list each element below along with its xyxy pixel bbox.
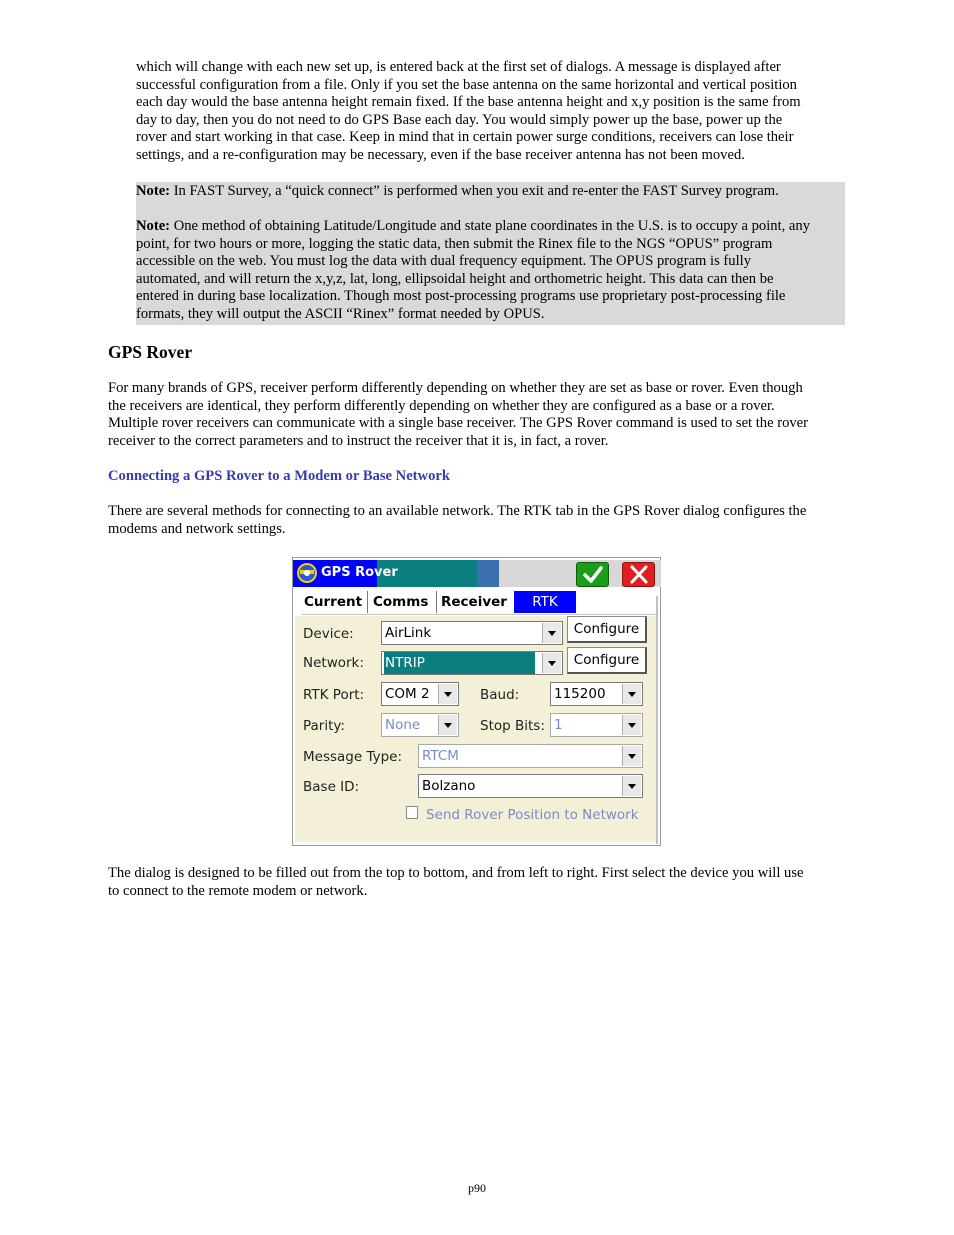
intro-paragraph	[136, 59, 801, 165]
text-line	[136, 218, 810, 236]
note-label: Note:	[136, 218, 171, 234]
rtk-port-value: COM 2	[385, 686, 430, 702]
text-line: For many brands of GPS, receiver perform differently depending on whether they are set as base or rover. Even though	[108, 380, 803, 396]
check-icon	[582, 565, 604, 585]
note-text: One method of obtaining Latitude/Longitude and state plane coordinates in the U.S. is to occupy a point, any	[170, 218, 810, 234]
titlebar-bg	[477, 560, 499, 587]
configure-device-button[interactable]: Configure	[567, 616, 647, 643]
ok-button[interactable]	[576, 562, 609, 587]
message-type-select[interactable]	[418, 744, 643, 768]
configure-network-button[interactable]: Configure	[567, 647, 647, 674]
message-type-label: Message Type:	[303, 749, 403, 765]
dialog-title: GPS Rover	[321, 565, 398, 580]
stop-bits-select[interactable]	[550, 713, 643, 737]
send-position-checkbox[interactable]	[406, 806, 418, 819]
text-line	[136, 183, 779, 201]
device-select[interactable]	[381, 621, 563, 645]
parity-value: None	[385, 717, 421, 733]
note-label: Note:	[136, 183, 171, 199]
text-line: to connect to the remote modem or network.	[108, 882, 368, 899]
chevron-down-icon[interactable]	[438, 684, 457, 704]
tab-receiver[interactable]: Receiver	[441, 594, 507, 610]
rtk-port-label: RTK Port:	[303, 687, 365, 703]
gps-rover-dialog	[292, 557, 661, 846]
text-line: day to day, then you do not need to do GPS Base each day. You would simply power up the base, power up the	[136, 111, 783, 128]
page-number: p90	[468, 1181, 486, 1195]
network-value: NTRIP	[384, 652, 535, 674]
subsection-paragraph	[108, 503, 806, 538]
subsection-heading: Connecting a GPS Rover to a Modem or Base Network	[108, 468, 450, 484]
rtk-port-select[interactable]	[381, 682, 459, 706]
base-id-value: Bolzano	[422, 778, 476, 794]
base-id-label: Base ID:	[303, 779, 360, 795]
after-dialog-paragraph	[108, 865, 804, 900]
message-type-value: RTCM	[422, 748, 459, 764]
text-line: settings, and a re-configuration may be necessary, even if the base receiver antenna has not been moved.	[136, 146, 745, 163]
gps-app-icon	[296, 562, 318, 584]
chevron-down-icon[interactable]	[622, 684, 641, 704]
text-line: receiver to the correct parameters and to instruct the receiver that it is, in fact, a rover.	[108, 432, 609, 449]
text-line: There are several methods for connecting to an available network. The RTK tab in the GPS Rover dialog configures the	[108, 503, 807, 519]
text-line: modems and network settings.	[108, 520, 286, 537]
tab-divider	[301, 614, 659, 615]
text-line: accessible on the web. You must log the data with dual frequency equipment. The OPUS program is fully	[136, 253, 751, 270]
text-line: rover and start working in that case. Keep in mind that in certain power surge conditions, receivers can lose their	[136, 129, 794, 146]
parity-label: Parity:	[303, 718, 345, 734]
text-line: formats, they will output the ASCII “Rinex” format needed by OPUS.	[136, 305, 545, 322]
text-line: the receivers are identical, they perform differently depending on whether they are configured as a base or a rover.	[108, 397, 775, 414]
close-icon	[628, 565, 650, 585]
parity-select[interactable]	[381, 713, 459, 737]
panel-border	[656, 596, 658, 844]
note-opus	[136, 218, 810, 324]
section-heading: GPS Rover	[108, 342, 193, 362]
text-line: automated, and will return the x,y,z, lat, long, ellipsoidal height and orthometric height. This data can then be	[136, 270, 774, 287]
text-line: The dialog is designed to be filled out from the top to bottom, and from left to right. First select the device you will use	[108, 865, 804, 881]
tab-current[interactable]: Current	[304, 591, 368, 613]
baud-value: 115200	[554, 686, 606, 702]
text-line: Multiple rover receivers can communicate with a single base receiver. The GPS Rover command is used to set the rover	[108, 415, 809, 432]
baud-select[interactable]	[550, 682, 643, 706]
text-line: point, for two hours or more, logging the static data, then submit the Rinex file to the NGS “OPUS” program	[136, 235, 773, 252]
send-position-label[interactable]: Send Rover Position to Network	[426, 807, 639, 823]
baud-label: Baud:	[480, 687, 520, 703]
network-label: Network:	[303, 655, 364, 671]
text-line: which will change with each new set up, is entered back at the first set of dialogs. A message is displayed after	[136, 59, 781, 75]
device-label: Device:	[303, 626, 354, 642]
note-quick-connect	[136, 183, 779, 201]
chevron-down-icon[interactable]	[622, 776, 641, 796]
text-line: each day would the base antenna height remain fixed. If the base antenna height and x,y position is the same from	[136, 94, 801, 111]
close-button[interactable]	[622, 562, 655, 587]
chevron-down-icon[interactable]	[622, 746, 641, 766]
network-select[interactable]	[381, 651, 563, 675]
chevron-down-icon[interactable]	[622, 715, 641, 735]
tab-bar	[301, 591, 581, 613]
section-paragraph	[108, 380, 808, 450]
stop-bits-value: 1	[554, 717, 563, 733]
chevron-down-icon[interactable]	[542, 623, 561, 643]
device-value: AirLink	[385, 625, 432, 641]
note-text: In FAST Survey, a “quick connect” is performed when you exit and re-enter the FAST Survey program.	[170, 183, 779, 199]
base-id-select[interactable]	[418, 774, 643, 798]
chevron-down-icon[interactable]	[438, 715, 457, 735]
tab-rtk[interactable]: RTK	[514, 591, 576, 613]
chevron-down-icon[interactable]	[542, 653, 561, 673]
stop-bits-label: Stop Bits:	[480, 718, 545, 734]
tab-comms[interactable]: Comms	[373, 591, 437, 613]
text-line: successful configuration from a file. Only if you set the base antenna on the same horizontal and vertical position	[136, 76, 797, 93]
text-line: entered in during base localization. Though most post-processing programs use proprietary post-processing file	[136, 288, 786, 305]
